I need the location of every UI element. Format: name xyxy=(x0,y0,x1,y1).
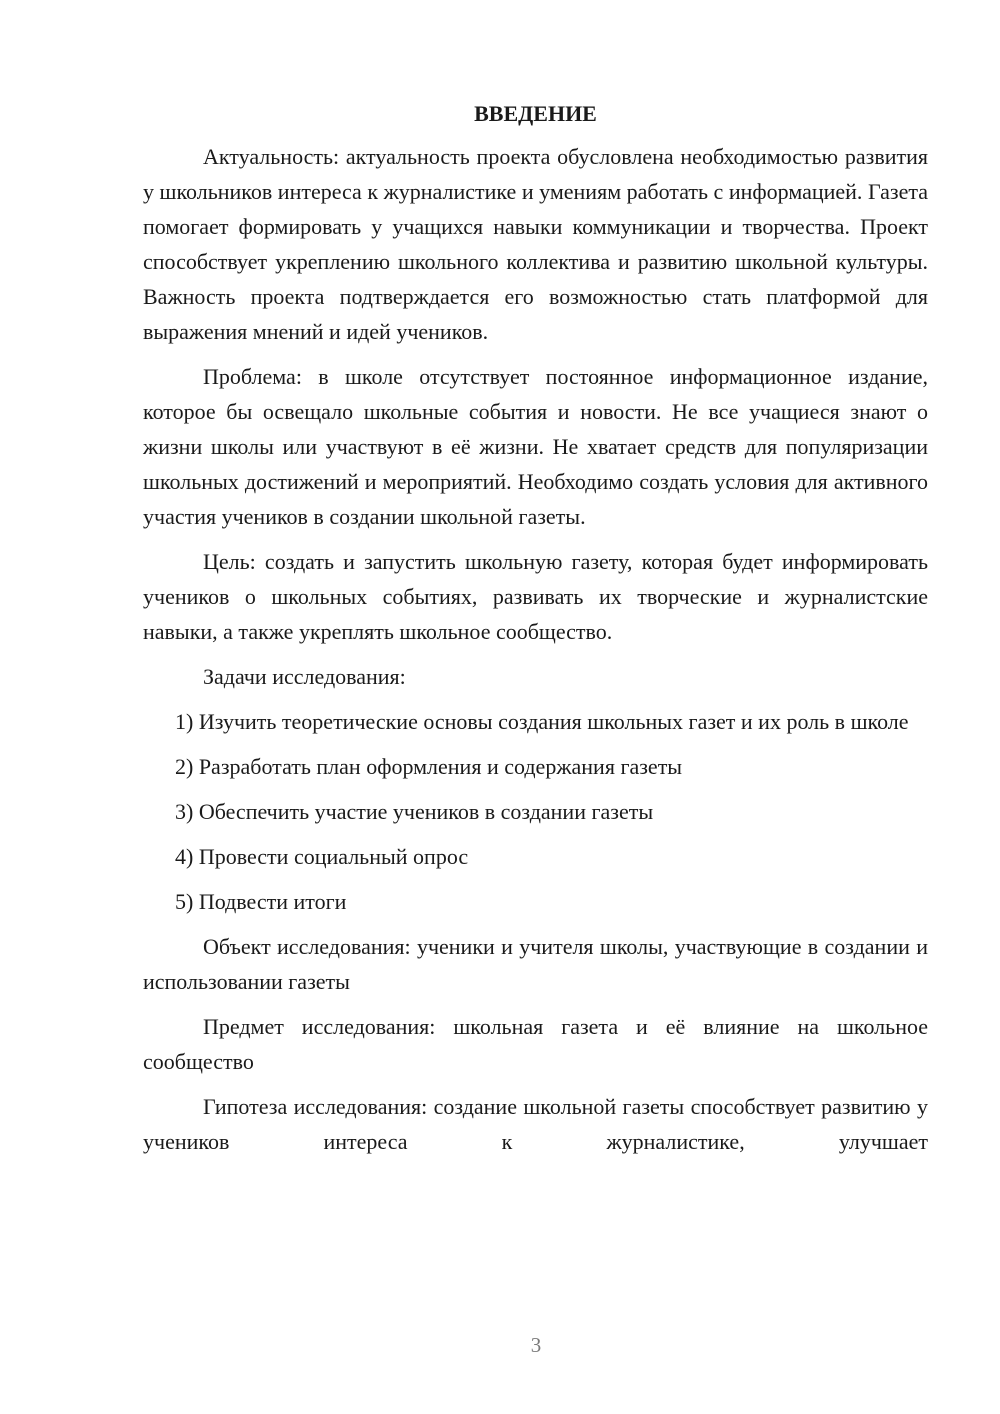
goal-paragraph: Цель: создать и запустить школьную газету, которая будет информировать учеников о школьных событиях, развивать их творческие и журналистские навыки, а также укреплять школьное сообщество. xyxy=(143,549,928,644)
hypothesis-paragraph: Гипотеза исследования: создание школьной газеты способствует развитию у учеников интереса к журналистике, улучшает xyxy=(143,1094,928,1154)
object-paragraph: Объект исследования: ученики и учителя школы, участвующие в создании и использовании газеты xyxy=(143,934,928,994)
task-item: 2) Разработать план оформления и содержания газеты xyxy=(175,754,683,779)
tasks-heading: Задачи исследования: xyxy=(203,664,406,689)
task-item: 4) Провести социальный опрос xyxy=(175,844,469,869)
page-number: 3 xyxy=(530,1333,542,1357)
task-item: 5) Подвести итоги xyxy=(175,889,347,914)
relevance-paragraph: Актуальность: актуальность проекта обусловлена необходимостью развития у школьников интереса к журналистике и умениям работать с информацией. Газета помогает формировать у учащихся навыки коммуникации и творчества. Проект способствует укреплению школьного коллектива и развитию школьной культуры. Важность проекта подтверждается его возможностью стать платформой для выражения мнений и идей учеников. xyxy=(143,144,928,344)
task-item: 3) Обеспечить участие учеников в создании газеты xyxy=(175,799,654,824)
subject-paragraph: Предмет исследования: школьная газета и её влияние на школьное сообщество xyxy=(143,1014,928,1074)
page-content xyxy=(143,96,928,1169)
problem-paragraph: Проблема: в школе отсутствует постоянное информационное издание, которое бы освещало школьные события и новости. Не все учащиеся знают о жизни школы или участвуют в её жизни. Не хватает средств для популяризации школьных достижений и мероприятий. Необходимо создать условия для активного участия учеников в создании школьной газеты. xyxy=(143,364,928,529)
task-item: 1) Изучить теоретические основы создания школьных газет и их роль в школе xyxy=(175,709,909,734)
page-title: ВВЕДЕНИЕ xyxy=(474,101,597,126)
